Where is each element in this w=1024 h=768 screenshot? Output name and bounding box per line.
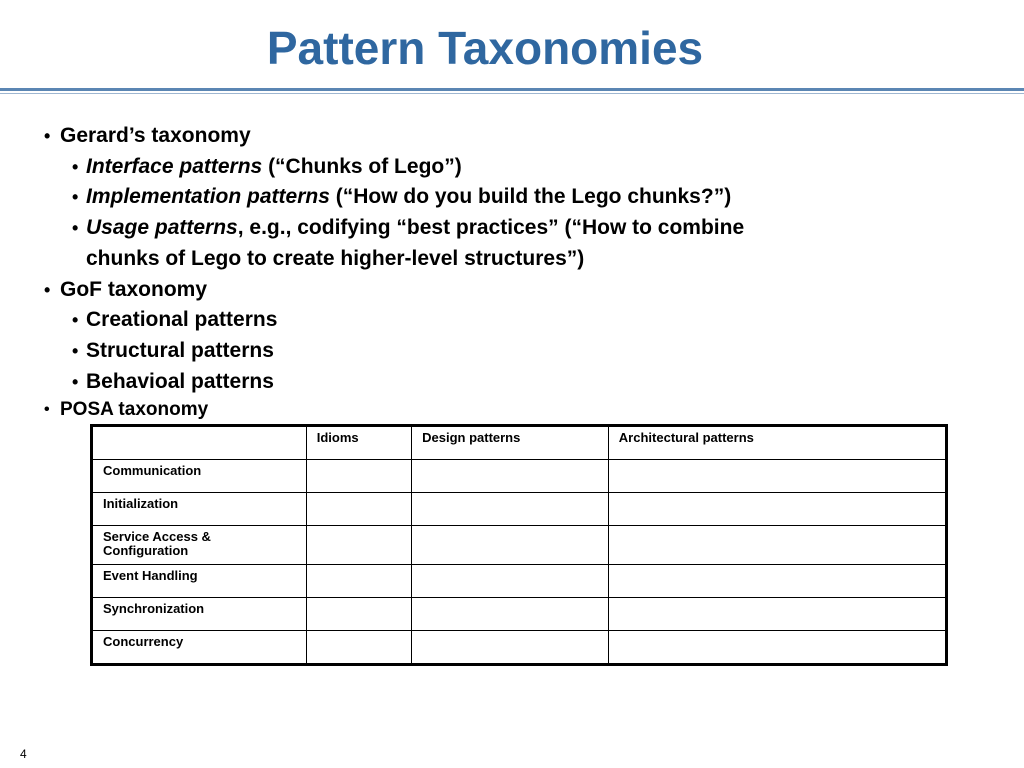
table-cell bbox=[608, 460, 946, 493]
table-cell bbox=[608, 598, 946, 631]
bullet-emphasis: Usage patterns bbox=[86, 216, 238, 240]
header-cell-idioms: Idioms bbox=[306, 426, 411, 460]
table-row bbox=[92, 526, 947, 565]
bullet-gerards-taxonomy bbox=[44, 121, 984, 152]
bullet-text: (“How do you build the Lego chunks?”) bbox=[329, 185, 732, 209]
row-label-event-handling: Event Handling bbox=[92, 565, 307, 598]
bullet-text: Creational patterns bbox=[86, 308, 278, 332]
table-cell bbox=[412, 526, 609, 565]
table-row bbox=[92, 565, 947, 598]
table-cell bbox=[412, 493, 609, 526]
row-label-communication: Communication bbox=[92, 460, 307, 493]
bullet-text: GoF taxonomy bbox=[60, 277, 208, 301]
table-cell bbox=[608, 565, 946, 598]
table-cell bbox=[412, 460, 609, 493]
row-label-line1: Service Access & bbox=[103, 529, 211, 544]
bullet-text: Structural patterns bbox=[86, 338, 274, 362]
table-header-row bbox=[92, 426, 947, 460]
bullet-text: , e.g., codifying “best practices” (“How to combine bbox=[237, 216, 745, 240]
bullet-dot: • bbox=[44, 279, 51, 300]
bullet-interface-patterns bbox=[72, 152, 984, 183]
row-label-initialization: Initialization bbox=[92, 493, 307, 526]
table-cell bbox=[412, 565, 609, 598]
page-number: 4 bbox=[20, 747, 27, 761]
bullet-list bbox=[44, 121, 984, 423]
table-cell bbox=[306, 460, 411, 493]
table-cell bbox=[306, 565, 411, 598]
title-underline bbox=[0, 88, 1024, 96]
slide-title: Pattern Taxonomies bbox=[266, 22, 704, 74]
table-cell bbox=[306, 526, 411, 565]
row-label-service-access-configuration bbox=[92, 526, 307, 565]
bullet-text: (“Chunks of Lego”) bbox=[262, 154, 462, 178]
bullet-dot: • bbox=[44, 126, 51, 146]
table-row bbox=[92, 460, 947, 493]
table-cell bbox=[412, 598, 609, 631]
header-cell-empty bbox=[92, 426, 307, 460]
bullet-dot: • bbox=[44, 401, 50, 419]
bullet-structural-patterns bbox=[72, 336, 984, 367]
row-label-concurrency: Concurrency bbox=[92, 631, 307, 665]
table-cell bbox=[306, 598, 411, 631]
bullet-text-continued: chunks of Lego to create higher-level structures”) bbox=[86, 246, 585, 270]
row-label-synchronization: Synchronization bbox=[92, 598, 307, 631]
table-cell bbox=[608, 631, 946, 665]
bullet-text: Behavioal patterns bbox=[86, 369, 274, 393]
title-rule-thick bbox=[0, 88, 1024, 91]
bullet-dot: • bbox=[72, 218, 79, 239]
table-row bbox=[92, 598, 947, 631]
bullet-emphasis: Implementation patterns bbox=[86, 185, 330, 209]
bullet-dot: • bbox=[72, 310, 79, 331]
posa-taxonomy-table bbox=[90, 424, 948, 666]
bullet-implementation-patterns bbox=[72, 182, 984, 213]
bullet-gof-taxonomy bbox=[44, 275, 984, 306]
table-cell bbox=[412, 631, 609, 665]
bullet-behavioral-patterns bbox=[72, 367, 984, 398]
table-row bbox=[92, 493, 947, 526]
table-cell bbox=[306, 631, 411, 665]
table-row bbox=[92, 631, 947, 665]
table-cell bbox=[608, 526, 946, 565]
bullet-text: Gerard’s taxonomy bbox=[60, 124, 251, 147]
bullet-dot: • bbox=[72, 156, 79, 177]
bullet-emphasis: Interface patterns bbox=[86, 154, 263, 178]
table-cell bbox=[608, 493, 946, 526]
bullet-dot: • bbox=[72, 371, 79, 392]
row-label-line2: Configuration bbox=[103, 543, 189, 558]
table-cell bbox=[306, 493, 411, 526]
bullet-dot: • bbox=[72, 187, 79, 208]
bullet-posa-taxonomy bbox=[44, 397, 984, 423]
bullet-creational-patterns bbox=[72, 305, 984, 336]
title-rule-thin bbox=[0, 93, 1024, 94]
header-cell-design-patterns: Design patterns bbox=[412, 426, 609, 460]
bullet-dot: • bbox=[72, 340, 79, 361]
bullet-usage-patterns bbox=[72, 213, 984, 274]
bullet-text: POSA taxonomy bbox=[60, 399, 209, 421]
header-cell-architectural-patterns: Architectural patterns bbox=[608, 426, 946, 460]
